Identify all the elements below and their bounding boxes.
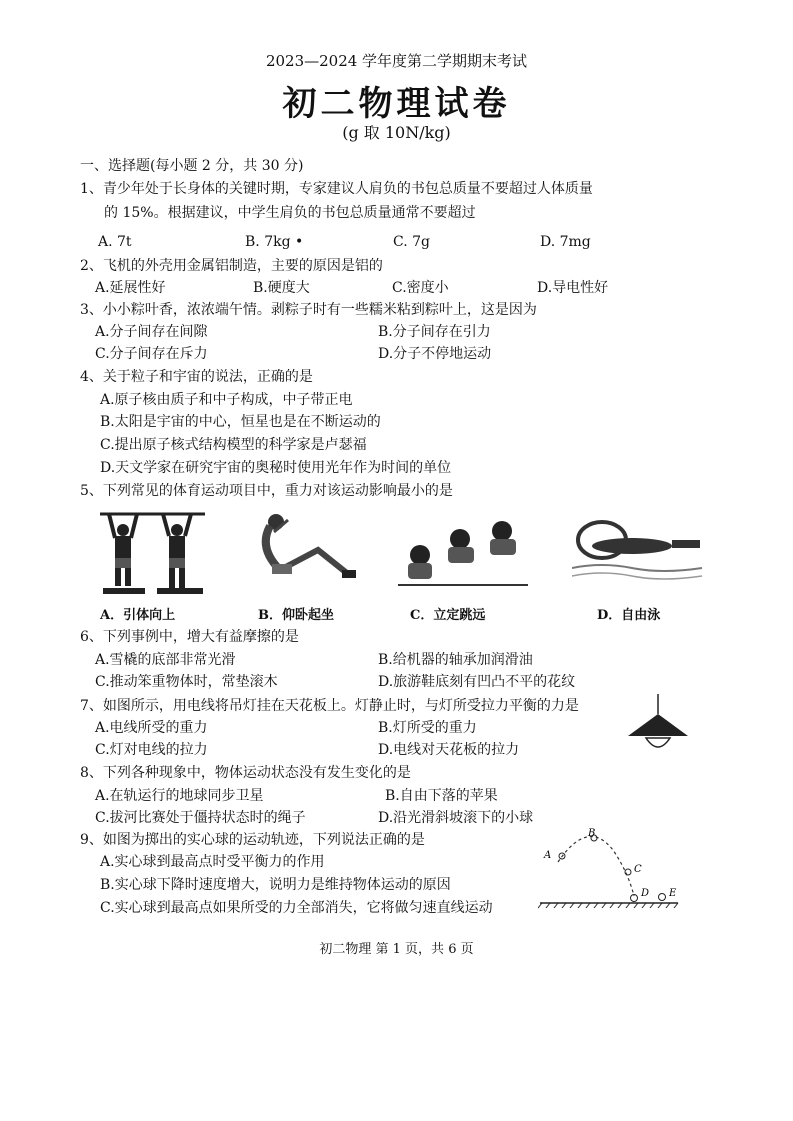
q5-caption-c: C．立定跳远 [410,608,486,623]
q7-stem: 7、如图所示，用电线将吊灯挂在天花板上。灯静止时，与灯所受拉力平衡的力是 [80,698,579,714]
q4-stem: 4、关于粒子和宇宙的说法，正确的是 [80,369,313,385]
q3-option-d: D.分子不停地运动 [378,346,492,362]
q6-stem: 6、下列事例中，增大有益摩擦的是 [80,629,299,645]
q3-option-b: B.分子间存在引力 [378,324,491,340]
q1-option-b: B. 7kg • [245,234,304,250]
q6-option-d: D.旅游鞋底刻有凹凸不平的花纹 [378,674,576,690]
long-jump-figure [398,515,528,587]
pullup-figure [95,508,215,598]
q2-stem: 2、飞机的外壳用金属铝制造，主要的原因是铝的 [80,258,383,274]
page-footer: 初二物理 第 1 页，共 6 页 [319,942,474,957]
q1-stem: 1、青少年处于长身体的关键时期，专家建议人肩负的书包总质量不要超过人体质量 [80,181,593,197]
label-b: B [588,828,596,839]
q9-option-c: C.实心球到最高点如果所受的力全部消失，它将做匀速直线运动 [100,900,493,916]
exam-title: 初二物理试卷 [282,84,511,124]
q6-option-a: A.雪橇的底部非常光滑 [95,652,236,668]
q9-option-b: B.实心球下降时速度增大，说明力是维持物体运动的原因 [100,877,451,893]
q7-option-d: D.电线对天花板的拉力 [378,742,520,758]
q1-option-a: A. 7t [98,234,132,250]
q8-stem: 8、下列各种现象中，物体运动状态没有发生变化的是 [80,765,411,781]
q2-option-b: B.硬度大 [253,280,310,296]
label-d: D [641,888,650,899]
q5-caption-b: B．仰卧起坐 [258,608,334,623]
q4-option-a: A.原子核由质子和中子构成，中子带正电 [100,392,353,408]
gravity-note: (g 取 10N/kg) [342,123,451,142]
exam-year-line: 2023—2024 学年度第二学期期末考试 [265,52,528,70]
q8-option-a: A.在轨运行的地球同步卫星 [95,788,264,804]
q2-option-c: C.密度小 [392,280,449,296]
hanging-lamp-figure [622,694,694,760]
q7-option-b: B.灯所受的重力 [378,720,477,736]
label-e: E [669,888,677,899]
situp-figure [248,508,363,590]
q7-option-a: A.电线所受的重力 [95,720,208,736]
label-a: A [544,850,552,861]
q9-option-a: A.实心球到最高点时受平衡力的作用 [100,854,325,870]
q3-option-c: C.分子间存在斥力 [95,346,208,362]
q5-stem: 5、下列常见的体育运动项目中，重力对该运动影响最小的是 [80,483,453,499]
q5-caption-d: D．自由泳 [597,608,661,623]
q6-option-c: C.推动笨重物体时，常垫滚木 [95,674,278,690]
label-c: C [634,864,642,875]
q1-stem-cont: 的 15%。根据建议，中学生肩负的书包总质量通常不要超过 [104,205,476,221]
q7-option-c: C.灯对电线的拉力 [95,742,208,758]
ball-trajectory-figure [538,826,683,911]
q3-option-a: A.分子间存在间隙 [95,324,208,340]
q9-stem: 9、如图为掷出的实心球的运动轨迹，下列说法正确的是 [80,832,425,848]
q1-option-d: D. 7mg [540,234,591,250]
q1-option-c: C. 7g [393,234,430,250]
q4-option-c: C.提出原子核式结构模型的科学家是卢瑟福 [100,437,367,453]
q2-option-a: A.延展性好 [95,280,166,296]
q8-option-c: C.拔河比赛处于僵持状态时的绳子 [95,810,306,826]
q8-option-d: D.沿光滑斜坡滚下的小球 [378,810,534,826]
section-heading: 一、选择题(每小题 2 分，共 30 分) [80,158,304,174]
q6-option-b: B.给机器的轴承加润滑油 [378,652,533,668]
q3-stem: 3、小小粽叶香，浓浓端午情。剥粽子时有一些糯米粘到粽叶上，这是因为 [80,302,537,318]
q4-option-d: D.天文学家在研究宇宙的奥秘时使用光年作为时间的单位 [100,460,452,476]
q4-option-b: B.太阳是宇宙的中心，恒星也是在不断运动的 [100,414,381,430]
freestyle-swimmer-figure [572,510,707,585]
q2-option-d: D.导电性好 [537,280,609,296]
q8-option-b: B.自由下落的苹果 [385,788,498,804]
q5-caption-a: A．引体向上 [100,608,176,623]
